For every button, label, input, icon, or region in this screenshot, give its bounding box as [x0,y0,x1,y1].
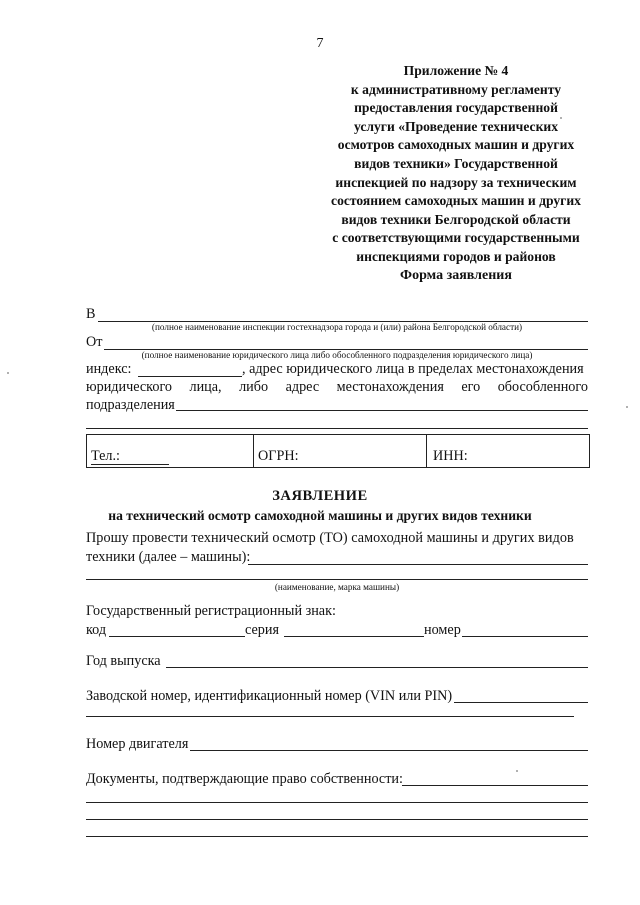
appendix-line: видов техники Белгородской области [341,211,571,227]
serial-field-1[interactable] [454,702,588,703]
ownership-field-1[interactable] [402,785,588,786]
appendix-line: инспекциями городов и районов [356,248,556,264]
inn-label: ИНН: [433,448,468,464]
machine-caption: (наименование, марка машины) [274,582,400,592]
ownership-field-2[interactable] [86,802,588,803]
appendix-line: Приложение № 4 [403,63,509,78]
address-field-1[interactable] [176,410,588,411]
reg-sign-label: Государственный регистрационный знак: [86,603,336,619]
code-field[interactable] [109,636,245,637]
phone-cell[interactable] [87,435,254,467]
from-label: От [86,334,103,350]
code-label: код [86,622,107,638]
index-rest-text: , адрес юридического лица в пределах местонахождения [242,361,584,377]
series-label: серия [245,622,279,638]
appendix-line: видов техники» Государственной [354,155,558,171]
scan-speck [516,770,518,772]
address-word: местонахождения [336,379,444,395]
address-word: его [461,379,481,395]
request-line-1: Прошу провести технический осмотр (ТО) самоходной машины и других видов [86,530,574,546]
ogrn-label: ОГРН: [258,448,299,464]
ownership-field-3[interactable] [86,819,588,820]
to-caption: (полное наименование инспекции гостехнадзора города и (или) района Белгородской области) [151,322,523,332]
ownership-field-4[interactable] [86,836,588,837]
year-label: Год выпуска [86,653,161,669]
address-field-2[interactable] [86,428,588,429]
appendix-line: предоставления государственной [354,100,558,116]
address-word: обособленного [497,379,588,395]
serial-label: Заводской номер, идентификационный номер (VIN или PIN) [86,688,453,704]
scan-speck [560,117,562,119]
appendix-line: состоянием самоходных машин и других [331,193,581,209]
ownership-label: Документы, подтверждающие право собственности: [86,771,403,787]
ogrn-cell[interactable] [254,435,427,467]
inn-cell[interactable] [427,435,589,467]
statement-subheading: на технический осмотр самоходной машины и других видов техники [108,508,532,523]
engine-label: Номер двигателя [86,736,189,752]
scan-speck [7,372,9,374]
appendix-line: к административному регламенту [350,81,562,97]
appendix-line: инспекцией по надзору за техническим [335,174,577,190]
number-field[interactable] [462,636,588,637]
index-field[interactable] [138,376,242,377]
appendix-header [300,62,612,267]
request-line-2: техники (далее – машины): [86,549,251,565]
address-line-3: подразделения [86,397,175,413]
contact-table [86,434,590,468]
address-line-2 [86,379,588,396]
appendix-line: осмотров самоходных машин и других [337,137,575,153]
engine-field[interactable] [190,750,588,751]
series-field[interactable] [284,636,424,637]
statement-heading: ЗАЯВЛЕНИЕ [272,488,368,504]
from-caption: (полное наименование юридического лица либо обособленного подразделения юридического лица) [141,350,533,360]
page-number: 7 [316,36,324,51]
phone-field[interactable] [91,464,169,465]
scan-speck [626,406,628,408]
year-field[interactable] [166,667,588,668]
machine-field-1[interactable] [248,564,588,565]
serial-field-2[interactable] [86,716,574,717]
form-title: Форма заявления [400,268,512,283]
phone-label: Тел.: [91,448,120,464]
to-label: В [86,306,96,322]
address-word: лица, [189,379,222,395]
address-word: юридического [86,379,173,395]
address-word: адрес [285,379,320,395]
appendix-line: с соответствующими государственными [332,230,580,246]
address-word: либо [239,379,269,395]
index-label: индекс: [86,361,132,377]
appendix-line: услуги «Проведение технических [353,118,559,134]
number-label: номер [424,622,461,638]
machine-field-2[interactable] [86,579,588,580]
